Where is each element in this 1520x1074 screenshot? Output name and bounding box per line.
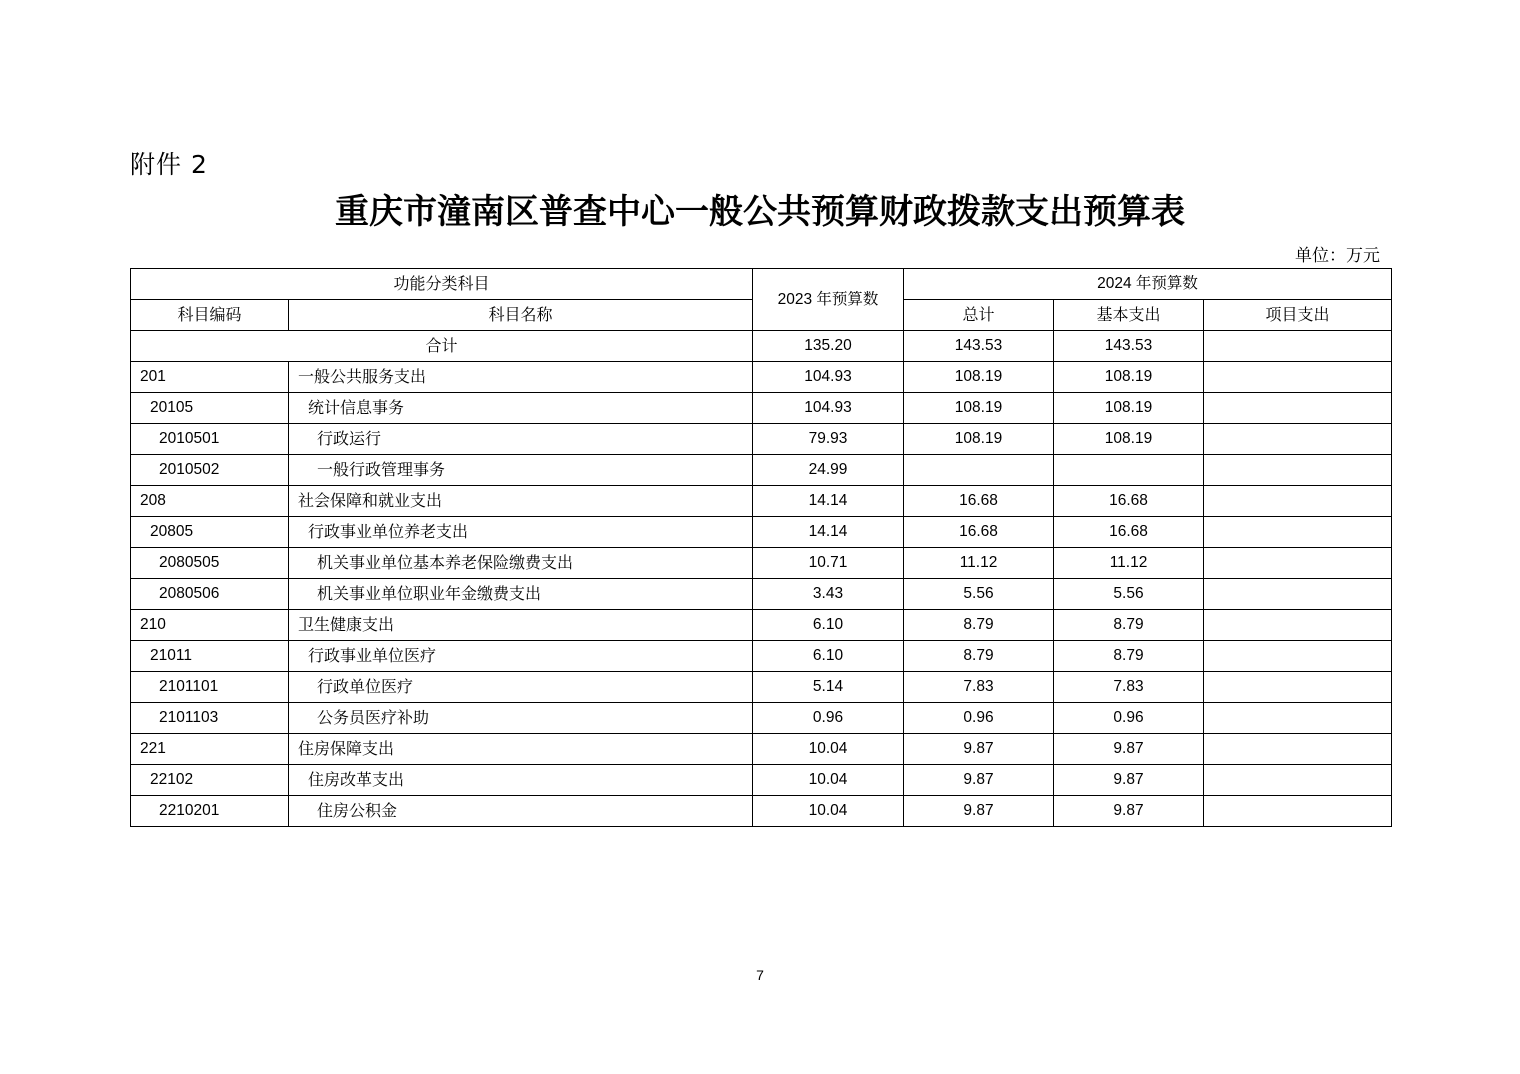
basic-2024-value: 108.19: [1054, 424, 1204, 455]
budget-2023-value: 6.10: [753, 641, 904, 672]
subject-code: 22102: [131, 765, 289, 796]
total-2024-value: 9.87: [904, 734, 1054, 765]
subject-name: 行政事业单位医疗: [289, 641, 753, 672]
subject-code: 221: [131, 734, 289, 765]
subject-name: 社会保障和就业支出: [289, 486, 753, 517]
subject-name: 行政单位医疗: [289, 672, 753, 703]
header-row-1: [131, 269, 1392, 300]
subject-code: 2080506: [131, 579, 289, 610]
basic-2024-value: 0.96: [1054, 703, 1204, 734]
subject-code: 208: [131, 486, 289, 517]
project-2024-value: [1204, 548, 1392, 579]
basic-2024-value: 16.68: [1054, 486, 1204, 517]
budget-2023-value: 3.43: [753, 579, 904, 610]
table-row: [131, 734, 1392, 765]
subject-name: 一般行政管理事务: [289, 455, 753, 486]
page-title: 重庆市潼南区普查中心一般公共预算财政拨款支出预算表: [335, 192, 1185, 232]
subject-code: 2010501: [131, 424, 289, 455]
subject-code: 2101101: [131, 672, 289, 703]
subject-name: 一般公共服务支出: [289, 362, 753, 393]
subject-name: 公务员医疗补助: [289, 703, 753, 734]
project-2024-value: [1204, 579, 1392, 610]
total-2024-value: 108.19: [904, 393, 1054, 424]
subject-name: 卫生健康支出: [289, 610, 753, 641]
subject-name: 机关事业单位职业年金缴费支出: [289, 579, 753, 610]
budget-2023-value: 0.96: [753, 703, 904, 734]
basic-2024-value: 16.68: [1054, 517, 1204, 548]
subject-code: 21011: [131, 641, 289, 672]
total-2024-value: [904, 455, 1054, 486]
total-2024-value: 108.19: [904, 424, 1054, 455]
budget-2023-value: 10.71: [753, 548, 904, 579]
basic-2024-value: 11.12: [1054, 548, 1204, 579]
basic-2024-value: 108.19: [1054, 362, 1204, 393]
table-row: [131, 455, 1392, 486]
table-row: [131, 393, 1392, 424]
total-2024-value: 16.68: [904, 517, 1054, 548]
header-budget-2024: 2024 年预算数: [904, 269, 1392, 300]
project-2024-value: [1204, 703, 1392, 734]
table-row: [131, 424, 1392, 455]
total-2024-value: 0.96: [904, 703, 1054, 734]
project-2024-value: [1204, 517, 1392, 548]
table-row: [131, 517, 1392, 548]
basic-2024-value: 9.87: [1054, 734, 1204, 765]
subject-code: 2101103: [131, 703, 289, 734]
total-2024: 143.53: [904, 331, 1054, 362]
project-2024-value: [1204, 765, 1392, 796]
subject-code: 201: [131, 362, 289, 393]
budget-2023-value: 5.14: [753, 672, 904, 703]
budget-2023-value: 104.93: [753, 393, 904, 424]
budget-2023-value: 10.04: [753, 765, 904, 796]
header-project: 项目支出: [1204, 300, 1392, 331]
header-name: 科目名称: [289, 300, 753, 331]
header-basic: 基本支出: [1054, 300, 1204, 331]
total-2024-value: 8.79: [904, 641, 1054, 672]
subject-name: 住房公积金: [289, 796, 753, 827]
basic-2024-value: [1054, 455, 1204, 486]
budget-2023-value: 14.14: [753, 486, 904, 517]
basic-2024-value: 5.56: [1054, 579, 1204, 610]
basic-2024-value: 7.83: [1054, 672, 1204, 703]
table-row: [131, 579, 1392, 610]
project-2024-value: [1204, 424, 1392, 455]
total-2024-value: 11.12: [904, 548, 1054, 579]
project-2024-value: [1204, 641, 1392, 672]
subject-name: 住房改革支出: [289, 765, 753, 796]
total-basic-2024: 143.53: [1054, 331, 1204, 362]
total-2024-value: 108.19: [904, 362, 1054, 393]
total-label: 合计: [131, 331, 753, 362]
subject-code: 20805: [131, 517, 289, 548]
project-2024-value: [1204, 672, 1392, 703]
table-row: [131, 641, 1392, 672]
table-row: [131, 672, 1392, 703]
basic-2024-value: 9.87: [1054, 765, 1204, 796]
project-2024-value: [1204, 455, 1392, 486]
table-row: [131, 610, 1392, 641]
budget-table: [130, 268, 1392, 827]
total-2024-value: 9.87: [904, 765, 1054, 796]
budget-2023-value: 104.93: [753, 362, 904, 393]
total-2024-value: 16.68: [904, 486, 1054, 517]
project-2024-value: [1204, 610, 1392, 641]
subject-code: 2080505: [131, 548, 289, 579]
total-2024-value: 9.87: [904, 796, 1054, 827]
budget-2023-value: 79.93: [753, 424, 904, 455]
table-row: [131, 362, 1392, 393]
unit-label: 单位：万元: [1295, 246, 1380, 266]
table-row: [131, 765, 1392, 796]
page-number: 7: [756, 967, 764, 983]
header-total: 总计: [904, 300, 1054, 331]
total-row: [131, 331, 1392, 362]
budget-2023-value: 6.10: [753, 610, 904, 641]
basic-2024-value: 8.79: [1054, 641, 1204, 672]
attachment-label: 附件 2: [130, 150, 208, 179]
project-2024-value: [1204, 734, 1392, 765]
subject-name: 住房保障支出: [289, 734, 753, 765]
project-2024-value: [1204, 486, 1392, 517]
table-row: [131, 796, 1392, 827]
project-2024-value: [1204, 796, 1392, 827]
budget-2023-value: 24.99: [753, 455, 904, 486]
subject-code: 20105: [131, 393, 289, 424]
total-2024-value: 7.83: [904, 672, 1054, 703]
total-budget-2023: 135.20: [753, 331, 904, 362]
total-2024-value: 8.79: [904, 610, 1054, 641]
subject-name: 行政事业单位养老支出: [289, 517, 753, 548]
budget-2023-value: 14.14: [753, 517, 904, 548]
total-2024-value: 5.56: [904, 579, 1054, 610]
project-2024-value: [1204, 393, 1392, 424]
subject-name: 行政运行: [289, 424, 753, 455]
header-code: 科目编码: [131, 300, 289, 331]
budget-2023-value: 10.04: [753, 796, 904, 827]
table-row: [131, 703, 1392, 734]
subject-name: 机关事业单位基本养老保险缴费支出: [289, 548, 753, 579]
basic-2024-value: 108.19: [1054, 393, 1204, 424]
project-2024-value: [1204, 362, 1392, 393]
basic-2024-value: 8.79: [1054, 610, 1204, 641]
budget-table-body: [131, 269, 1392, 827]
basic-2024-value: 9.87: [1054, 796, 1204, 827]
header-functional-category: 功能分类科目: [131, 269, 753, 300]
subject-code: 2010502: [131, 455, 289, 486]
header-budget-2023: 2023 年预算数: [753, 269, 904, 331]
table-row: [131, 548, 1392, 579]
budget-2023-value: 10.04: [753, 734, 904, 765]
table-row: [131, 486, 1392, 517]
subject-name: 统计信息事务: [289, 393, 753, 424]
subject-code: 210: [131, 610, 289, 641]
subject-code: 2210201: [131, 796, 289, 827]
total-project-2024: [1204, 331, 1392, 362]
